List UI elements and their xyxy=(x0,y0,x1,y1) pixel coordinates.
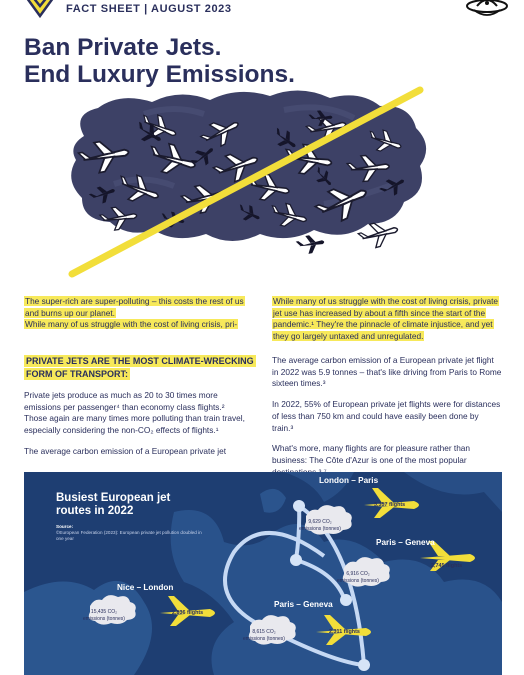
map-source-label: Source: xyxy=(56,524,74,529)
city-dot xyxy=(293,500,305,512)
route-emissions: 15,435 CO₂ emissions (tonnes) xyxy=(83,609,125,622)
section-paragraph-4: In 2022, 55% of European private jet flights were for distances of less than 750 km and could have easily been done by train.³ xyxy=(272,399,501,433)
route-name: London – Paris xyxy=(319,476,379,485)
section-paragraph-3: The average carbon emission of a European private jet flight in 2022 was 5.9 tonnes – that's like driving from Paris to Rome sixteen times.³ xyxy=(272,355,502,389)
city-dot xyxy=(358,659,370,671)
intro-paragraph-2-start: While many of us struggle with the cost of living crisis, pri- xyxy=(25,319,238,330)
section-left-column xyxy=(24,355,254,467)
route-flights: 2,836 flights xyxy=(172,610,204,616)
intro-paragraph-1: The super-rich are super-polluting – this costs the rest of us and burns up our planet. xyxy=(25,296,244,318)
route-name: Paris – Geneva xyxy=(274,600,333,609)
route-flights: 2,745 flights xyxy=(431,563,463,569)
ufo-logo-icon xyxy=(464,0,510,22)
section-paragraph-1: Private jets produce as much as 20 to 30 times more emissions per passenger⁴ than economy class flights.² xyxy=(24,390,225,412)
route-flights: 3,357 flights xyxy=(374,502,406,508)
map-source-text: ©European Federation (2023): European private jet pollution doubled in one year xyxy=(56,530,202,541)
city-dot xyxy=(290,554,302,566)
section-paragraph-3-start: The average carbon emission of a European private jet xyxy=(24,445,227,456)
crossed-out-jets-illustration xyxy=(24,74,502,278)
map-title: Busiest European jet routes in 2022 xyxy=(56,492,171,517)
route-emissions: 6,916 CO₂ emissions (tonnes) xyxy=(337,571,379,584)
chevron-logo-icon xyxy=(22,0,58,20)
route-flights: 2,311 flights xyxy=(329,629,360,635)
section-paragraph-2: Those again are many times more polluting than train travel, especially considering the non-CO₂ effects of flights.¹ xyxy=(24,413,245,436)
section-paragraph-5: What's more, many flights are for pleasure rather than business: The Côte d'Azur is one of the most popular xyxy=(272,443,471,465)
title-line-2: End Luxury Emissions. xyxy=(24,61,295,88)
intro-paragraph-2: While many of us struggle with the cost of living crisis, private jet use has increased by about a fifth since the start of the pandemic.¹ They're the pinnacle of climate injustice, and yet they go largely untaxed and unregulated. xyxy=(273,296,499,342)
header-bar xyxy=(0,0,524,22)
jet-routes-map xyxy=(24,472,502,675)
route-emissions: 9,629 CO₂ emissions (tonnes) xyxy=(299,519,341,532)
route-name: Paris – Geneva xyxy=(376,538,435,547)
map-source xyxy=(56,524,206,542)
intro-right-column xyxy=(272,296,502,343)
route-emissions: 8,615 CO₂ emissions (tonnes) xyxy=(243,629,285,642)
fact-sheet-kicker: FACT SHEET | AUGUST 2023 xyxy=(66,3,232,15)
route-name: Nice – London xyxy=(117,583,174,592)
section-heading: PRIVATE JETS ARE THE MOST CLIMATE-WRECKING FORM OF TRANSPORT: xyxy=(26,356,254,379)
city-dot xyxy=(340,594,352,606)
intro-left-column xyxy=(24,296,254,331)
title-line-1: Ban Private Jets. xyxy=(24,34,222,61)
section-right-column xyxy=(272,355,502,487)
